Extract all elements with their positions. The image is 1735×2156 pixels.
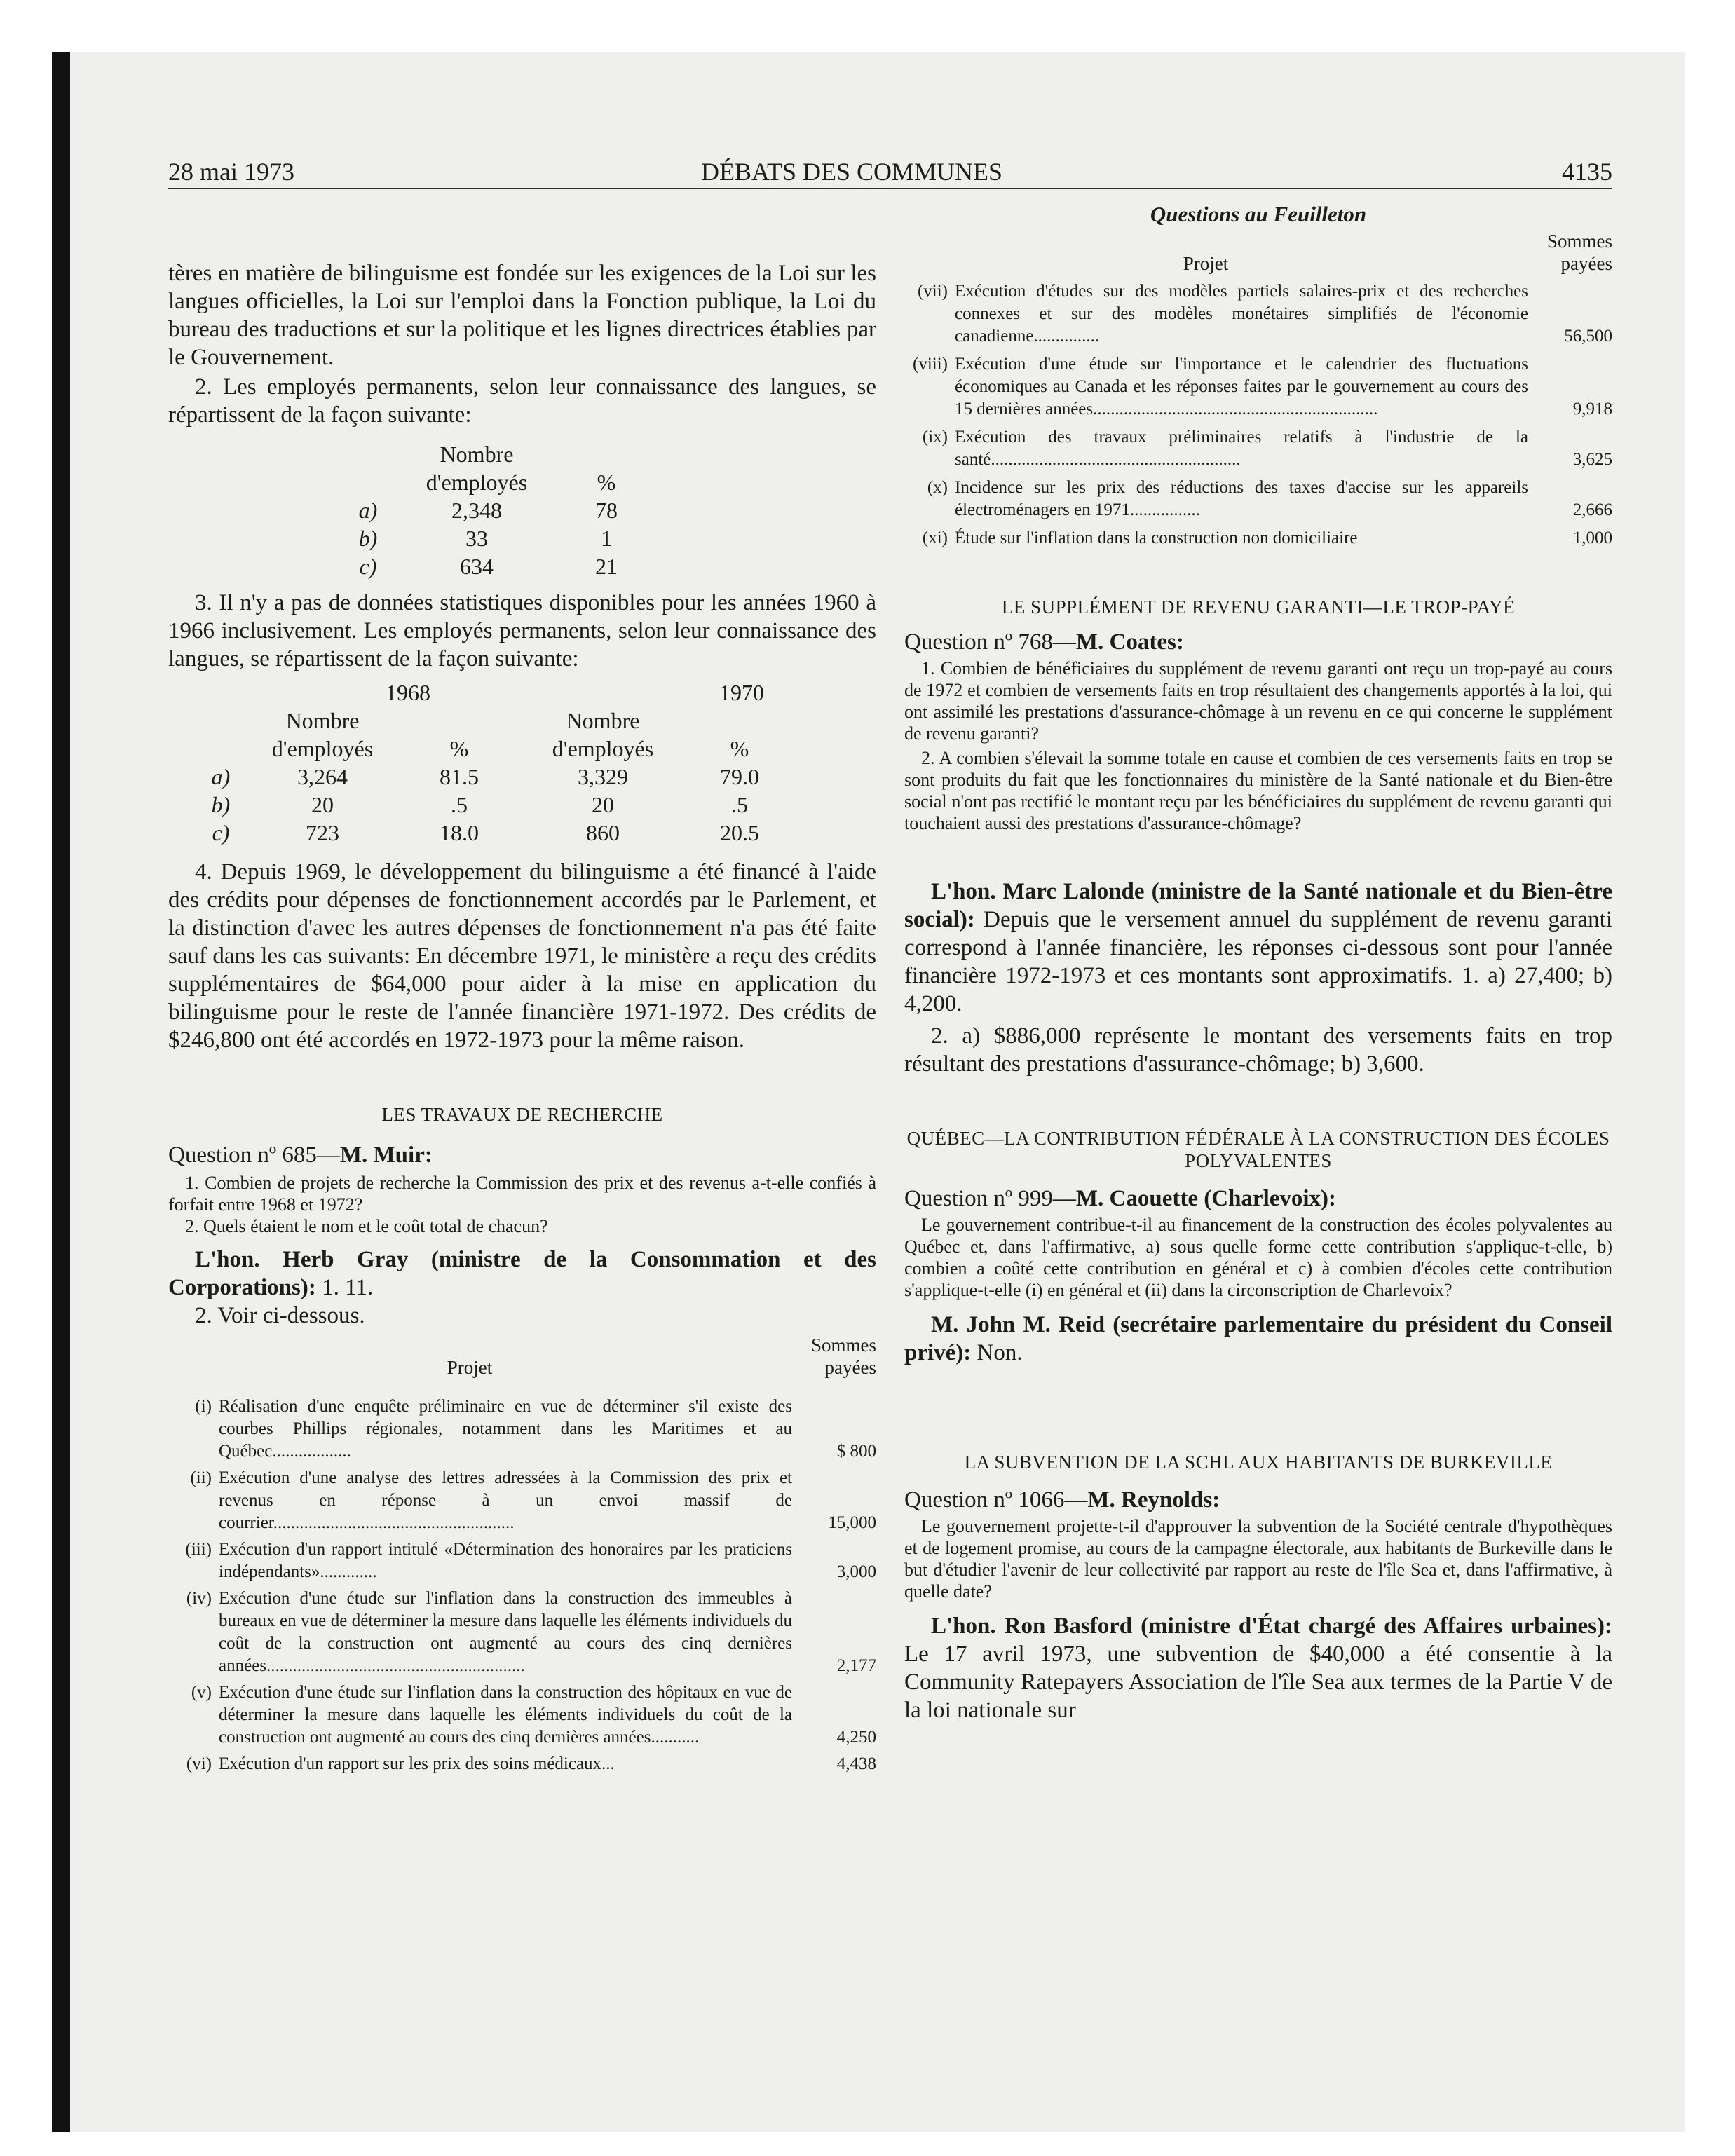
list-item: (viii) Exécution d'une étude sur l'importance et le calendrier des fluctuations économiques au Canada et les réponses faites par le gouvernement au cours des 15 dernières années................................................................. 9,918 — [913, 355, 1612, 418]
table-row: b) 33 1 — [358, 526, 612, 551]
table2-year-1970: 1970 — [719, 680, 764, 705]
answer-999: M. John M. Reid (secrétaire parlementaire du président du Conseil privé): Non. — [904, 1312, 1612, 1365]
list-item: (xi) Étude sur l'inflation dans la construction non domiciliaire 1,000 — [922, 528, 1612, 547]
table-row: a) 3,264 81.5 3,329 79.0 — [211, 764, 759, 789]
list-item: (v) Exécution d'une étude sur l'inflation dans la construction des hôpitaux en vue de déterminer la mesure dans laquelle les éléments individuels du coût de la construction ont augmenté au cours des cinq dernières années........... 4,250 — [191, 1683, 876, 1747]
list-item: (iii) Exécution d'un rapport intitulé «Détermination des honoraires par les praticiens indépendants»............. 3,000 — [185, 1540, 876, 1581]
answer-768: L'hon. Marc Lalonde (ministre de la Santé nationale et du Bien-être social): Depuis que le versement annuel du supplément de revenu garanti correspond à l'année financière, les réponses ci-dessous sont pour l'année financière 1972-1973 et ces montants sont approximatifs. 1. a) 27,400; b) 4,200. — [904, 879, 1612, 1016]
question-685-part-1: 1. Combien de projets de recherche la Commission des prix et des revenus a-t-elle confiés à forfait entre 1968 et 1972? — [168, 1173, 876, 1215]
table1-header-pct: % — [597, 470, 616, 495]
left-column — [168, 202, 876, 1775]
binding-edge — [52, 52, 70, 2132]
paragraph-2: 2. Les employés permanents, selon leur connaissance des langues, se répartissent de la façon suivante: — [168, 374, 876, 428]
column-sommes: Sommes payées — [1546, 231, 1612, 274]
table-row: a) 2,348 78 — [358, 498, 618, 523]
column-projet: Projet — [447, 1357, 493, 1378]
question-999-text: Le gouvernement contribue-t-il au financement de la construction des écoles polyvalentes au Québec et, dans l'affirmative, a) sous quelle forme cette contribution s'applique-t-elle, b) combien a coûté cette contribution en général et c) à combien d'écoles cette contribution s'applique-t-elle (i) en général et (ii) dans la circonscription de Charlevoix? — [904, 1215, 1612, 1300]
question-685: Question nº 685—M. Muir: — [168, 1142, 433, 1168]
table-row: b) 20 .5 20 .5 — [211, 792, 748, 817]
question-768: Question nº 768—M. Coates: — [904, 629, 1184, 655]
right-column — [904, 202, 1612, 1724]
question-1066-text: Le gouvernement projette-t-il d'approuver la subvention de la Société centrale d'hypothèques et de logement promise, au cours de la campagne électorale, aux habitants de Burkeville dans le but d'étudier l'avenir de leur collectivité par rapport au reste de l'île Sea et, dans l'affirmative, à quelle date? — [904, 1516, 1612, 1602]
section-heading-supplement: LE SUPPLÉMENT DE REVENU GARANTI—LE TROP-PAYÉ — [1001, 596, 1516, 618]
question-1066: Question nº 1066—M. Reynolds: — [904, 1487, 1220, 1513]
list-item: (iv) Exécution d'une étude sur l'inflation dans la construction des immeubles à bureaux en vue de déterminer la mesure dans laquelle les éléments individuels du coût de la construction ont augmenté au cours des cinq dernières années........................................................... 2,177 — [186, 1589, 876, 1675]
column-projet: Projet — [1183, 253, 1229, 274]
list-item: (ii) Exécution d'une analyse des lettres adressées à la Commission des prix et revenus en réponse à un envoi massif de courrier....................................................... 15,000 — [190, 1468, 876, 1532]
list-item: (vii) Exécution d'études sur des modèles partiels salaires-prix et des recherches connexes et sur des modèles monétaires simplifiés de l'économie canadienne............... 56,500 — [917, 282, 1612, 346]
answer-685: L'hon. Herb Gray (ministre de la Consommation et des Corporations): 1. 11. — [168, 1247, 876, 1300]
table1-header-nombre: Nombre — [440, 442, 514, 467]
list-item: (x) Incidence sur les prix des réductions des taxes d'accise sur les appareils électroménagers en 1971................ 2,666 — [927, 478, 1612, 519]
paragraph-3: 3. Il n'y a pas de données statistiques disponibles pour les années 1960 à 1966 inclusivement. Les employés permanents, selon leur connaissance des langues, se répartissent de la façon suivante: — [168, 590, 876, 671]
section-heading-schl: LA SUBVENTION DE LA SCHL AUX HABITANTS DE BURKEVILLE — [964, 1452, 1553, 1473]
table-row: c) 634 21 — [359, 554, 618, 579]
running-header — [168, 154, 1612, 189]
paragraph-4: 4. Depuis 1969, le développement du bilinguisme a été financé à l'aide des crédits pour dépenses de fonctionnement accordés par le Parlement, et la distinction d'avec les autres dépenses de fonctionnement n'a pas été faite sauf dans les cas suivants: En décembre 1971, le ministère a reçu des crédits supplémentaires de $64,000 pour aider à la mise en application du bilinguisme pour le reste de l'année financière 1971-1972. Des crédits de $246,800 ont été accordés en 1972-1973 pour la même raison. — [168, 859, 876, 1053]
table-employees-2: 1968 1970 Nombre Nombre d'employés % d'employés % a) 3,264 81.5 3,329 79.0 b) 20 .5 20 .5 c) 723 18.0 860 20.5 — [196, 678, 792, 847]
items-list-right — [904, 280, 1612, 550]
question-685-part-2: 2. Quels étaient le nom et le coût total de chacun? — [185, 1216, 548, 1236]
table-row: c) 723 18.0 860 20.5 — [212, 820, 759, 845]
table2-year-1968: 1968 — [386, 680, 430, 705]
items-table-header — [904, 230, 1612, 275]
question-768-part-1: 1. Combien de bénéficiaires du supplément de revenu garanti ont reçu un trop-payé au cours de 1972 et combien de versements faits en trop résultaient des changements apportés à la loi, qui ont assimilé les prestations d'assurance-chômage à un revenu en ce qui concerne le supplément de revenu garanti? — [904, 658, 1612, 744]
table-employees-1 — [336, 440, 659, 580]
header-date: 28 mai 1973 — [168, 158, 294, 186]
list-item: (ix) Exécution des travaux préliminaires relatifs à l'industrie de la santé......................................................... 3,625 — [922, 428, 1612, 469]
list-item: (i) Réalisation d'une enquête préliminaire en vue de déterminer s'il existe des courbes Phillips régionales, notamment dans les Maritimes et au Québec.................. $ 800 — [195, 1397, 876, 1461]
section-heading-travaux: LES TRAVAUX DE RECHERCHE — [381, 1104, 663, 1125]
section-heading-quebec: QUÉBEC—LA CONTRIBUTION FÉDÉRALE À LA CONSTRUCTION DES ÉCOLES POLYVALENTES — [906, 1128, 1610, 1171]
section-caption: Questions au Feuilleton — [1150, 202, 1367, 226]
answer-1066: L'hon. Ron Basford (ministre d'État chargé des Affaires urbaines): Le 17 avril 1973, une subvention de $40,000 a été consentie à la Community Ratepayers Association de l'île Sea aux termes de la Partie V de la loi nationale sur — [904, 1613, 1612, 1723]
paragraph-1: tères en matière de bilinguisme est fondée sur les exigences de la Loi sur les langues officielles, la Loi sur l'emploi dans la Fonction publique, la Loi du bureau des traductions et sur la politique et les lignes directrices établies par le Gouvernement. — [168, 261, 876, 370]
answer-768-part-2: 2. a) $886,000 représente le montant des versements faits en trop résultant des prestations d'assurance-chômage; b) 3,600. — [904, 1023, 1612, 1077]
list-item: (vi) Exécution d'un rapport sur les prix des soins médicaux... 4,438 — [186, 1754, 876, 1773]
column-sommes: Sommes payées — [810, 1335, 876, 1378]
items-list-left — [168, 1396, 876, 1775]
header-page-number: 4135 — [1562, 158, 1612, 186]
items-table-header — [168, 1334, 876, 1379]
question-768-part-2: 2. A combien s'élevait la somme totale en cause et combien de ces versements faits en trop se sont produits du fait que les fonctionnaires du ministère de la Santé nationale et du Bien-être social n'ont pas rectifié le montant reçu par les bénéficiaires du supplément de revenu garanti qui touchaient aussi des prestations d'assurance-chômage? — [904, 748, 1612, 833]
answer-685-part-2: 2. Voir ci-dessous. — [195, 1303, 365, 1328]
question-999: Question nº 999—M. Caouette (Charlevoix): — [904, 1186, 1337, 1211]
header-title: DÉBATS DES COMMUNES — [701, 158, 1003, 186]
table1-header-employes: d'employés — [426, 470, 528, 495]
